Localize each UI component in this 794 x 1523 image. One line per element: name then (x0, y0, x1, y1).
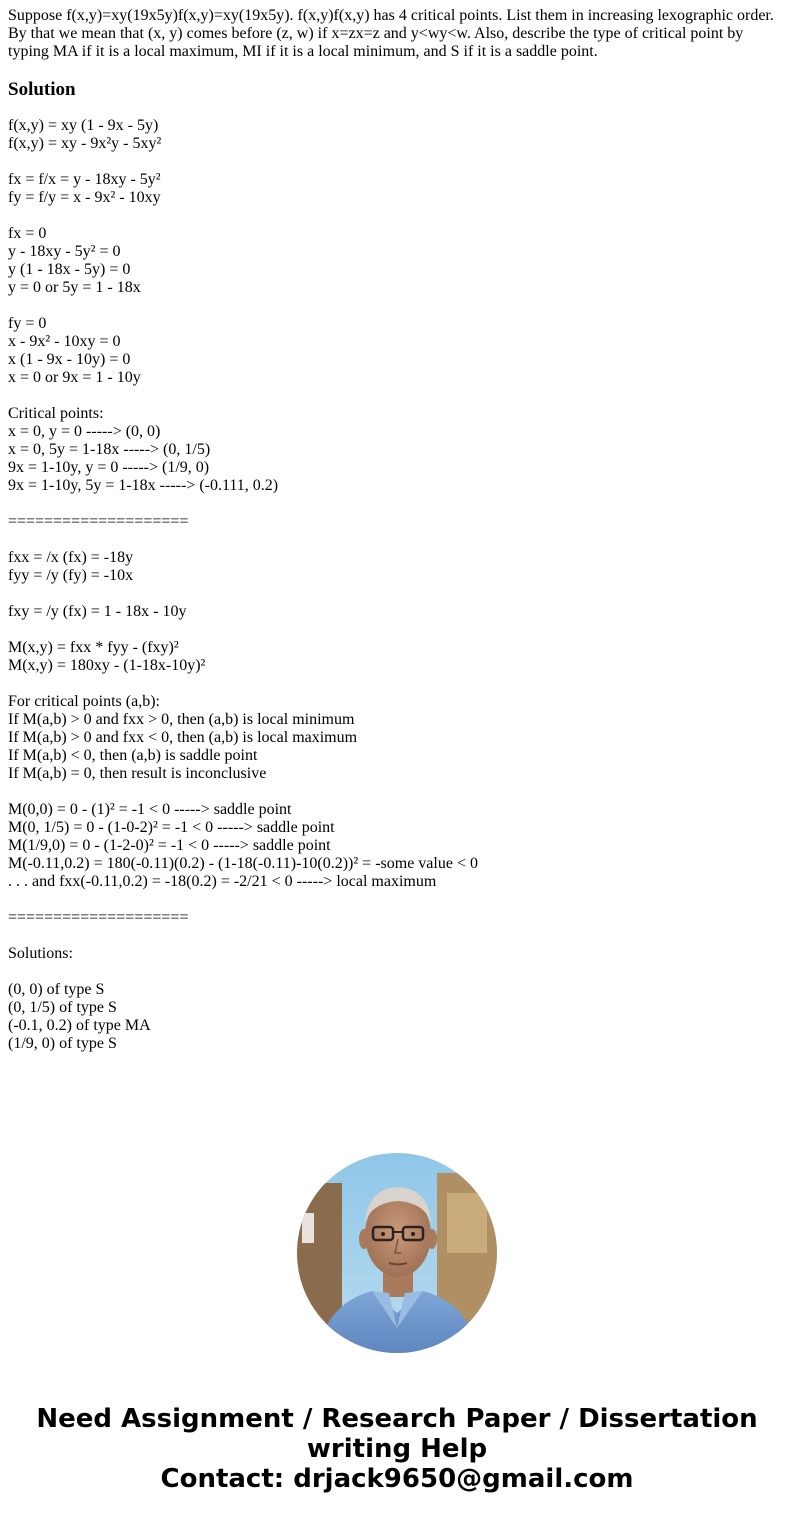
solution-line (8, 495, 786, 513)
cta-subline: writing Help (306, 1434, 488, 1464)
solution-line: 9x = 1-10y, 5y = 1-18x -----> (-0.111, 0.2) (8, 477, 279, 494)
solution-line: (-0.1, 0.2) of type MA (8, 1017, 151, 1034)
solution-line: y (1 - 18x - 5y) = 0 (8, 261, 131, 278)
solution-line: . . . and fxx(-0.11,0.2) = -18(0.2) = -2/21 < 0 -----> local maximum (8, 873, 437, 890)
solution-line: fx = f/x = y - 18xy - 5y² (8, 171, 161, 188)
solution-body (8, 117, 786, 1053)
solution-line (8, 783, 786, 801)
solution-line: y = 0 or 5y = 1 - 18x (8, 279, 141, 296)
solution-line (8, 927, 786, 945)
solution-line: ==================== (8, 513, 189, 530)
solution-line: For critical points (a,b): (8, 693, 160, 710)
solution-line: y - 18xy - 5y² = 0 (8, 243, 121, 260)
solution-line (8, 387, 786, 405)
solution-line: 9x = 1-10y, y = 0 -----> (1/9, 0) (8, 459, 210, 476)
solution-line: fxx = /x (fx) = -18y (8, 549, 134, 566)
solution-line (8, 153, 786, 171)
solution-line: Critical points: (8, 405, 104, 422)
solution-line (8, 675, 786, 693)
solution-line: x - 9x² - 10xy = 0 (8, 333, 121, 350)
contact-banner (0, 1404, 794, 1494)
solution-line (8, 207, 786, 225)
solution-line: (0, 0) of type S (8, 981, 105, 998)
solution-line: M(0, 1/5) = 0 - (1-0-2)² = -1 < 0 -----> saddle point (8, 819, 335, 836)
solution-line: If M(a,b) > 0 and fxx > 0, then (a,b) is local minimum (8, 711, 355, 728)
author-photo (297, 1153, 497, 1353)
solution-line: x = 0, y = 0 -----> (0, 0) (8, 423, 161, 440)
solution-line: If M(a,b) > 0 and fxx < 0, then (a,b) is local maximum (8, 729, 358, 746)
solution-line: M(x,y) = 180xy - (1-18x-10y)² (8, 657, 206, 674)
solution-line (8, 891, 786, 909)
solution-line: M(0,0) = 0 - (1)² = -1 < 0 -----> saddle point (8, 801, 292, 818)
question-text: Suppose f(x,y)=xy(19x5y)f(x,y)=xy(19x5y). f(x,y)f(x,y) has 4 critical points. List them in increasing lexographic order. By that we mean that (x, y) comes before (z, w) if x=zx=z and y<wy<w. Also, describe the type of critical point by typing MA if it is a local maximum, MI if it is a local minimum, and S if it is a saddle point. (8, 7, 774, 60)
solution-line: (1/9, 0) of type S (8, 1035, 117, 1052)
solution-line (8, 531, 786, 549)
solution-line: fyy = /y (fy) = -10x (8, 567, 134, 584)
cta-headline: Need Assignment / Research Paper / Dissertation (36, 1404, 758, 1434)
solution-line: f(x,y) = xy - 9x²y - 5xy² (8, 135, 162, 152)
solution-line: M(x,y) = fxx * fyy - (fxy)² (8, 639, 179, 656)
solution-line: f(x,y) = xy (1 - 9x - 5y) (8, 117, 159, 134)
solution-line: x = 0 or 9x = 1 - 10y (8, 369, 141, 386)
solution-line (8, 621, 786, 639)
solution-line: fx = 0 (8, 225, 47, 242)
solution-line (8, 963, 786, 981)
solution-line: fy = f/y = x - 9x² - 10xy (8, 189, 161, 206)
solution-line: Solutions: (8, 945, 73, 962)
solution-line: M(1/9,0) = 0 - (1-2-0)² = -1 < 0 -----> saddle point (8, 837, 331, 854)
solution-line: ==================== (8, 909, 189, 926)
solution-line: (0, 1/5) of type S (8, 999, 117, 1016)
solution-line: If M(a,b) = 0, then result is inconclusive (8, 765, 267, 782)
solution-line: M(-0.11,0.2) = 180(-0.11)(0.2) - (1-18(-0.11)-10(0.2))² = -some value < 0 (8, 855, 478, 872)
solution-line: x (1 - 9x - 10y) = 0 (8, 351, 131, 368)
author-avatar (297, 1153, 497, 1353)
solution-heading: Solution (8, 79, 76, 100)
solution-line: x = 0, 5y = 1-18x -----> (0, 1/5) (8, 441, 211, 458)
cta-contact-email: Contact: drjack9650@gmail.com (160, 1464, 634, 1494)
document-content (8, 7, 786, 1053)
solution-line: If M(a,b) < 0, then (a,b) is saddle point (8, 747, 258, 764)
solution-line (8, 297, 786, 315)
solution-line: fxy = /y (fx) = 1 - 18x - 10y (8, 603, 187, 620)
solution-line (8, 585, 786, 603)
solution-line: fy = 0 (8, 315, 47, 332)
